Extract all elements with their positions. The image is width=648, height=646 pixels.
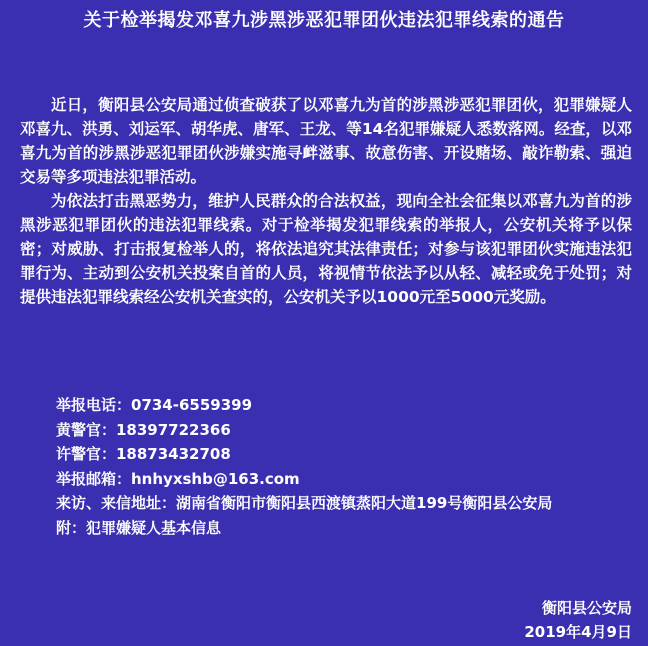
signature-block: [524, 596, 632, 644]
notice-paragraph-1: 近日，衡阳县公安局通过侦查破获了以邓喜九为首的涉黑涉恶犯罪团伙，犯罪嫌疑人邓喜九、洪勇、刘运军、胡华虎、唐军、王龙、等14名犯罪嫌疑人悉数落网。经查，以邓喜九为首的涉黑涉恶犯罪团伙涉嫌实施寻衅滋事、故意伤害、开设赌场、敲诈勒索、强迫交易等多项违法犯罪活动。: [20, 96, 632, 186]
officer-huang-phone: 黄警官：18397722366: [56, 420, 231, 439]
attachment-note: 附：犯罪嫌疑人基本信息: [56, 518, 222, 537]
visit-address: 来访、来信地址：湖南省衡阳市衡阳县西渡镇蒸阳大道199号衡阳县公安局: [56, 494, 553, 512]
report-email: 举报邮箱：hnhyxshb@163.com: [56, 469, 300, 488]
signature-org: 衡阳县公安局: [541, 599, 632, 617]
notice-paragraph-2: 为依法打击黑恶势力，维护人民群众的合法权益，现向全社会征集以邓喜九为首的涉黑涉恶犯罪团伙的违法犯罪线索。对于检举揭发犯罪线索的举报人，公安机关将予以保密；对威胁、打击报复检举人的，将依法追究其法律责任；对参与该犯罪团伙实施违法犯罪行为、主动到公安机关投案自首的人员，将视情节依法予以从轻、减轻或免于处罚；对提供违法犯罪线索经公安机关查实的，公安机关予以1000元至5000元奖励。: [20, 192, 632, 306]
report-phone: 举报电话：0734-6559399: [56, 396, 253, 414]
contact-info: [56, 393, 552, 540]
officer-xu-phone: 许警官：18873432708: [56, 445, 231, 463]
notice-title: 关于检举揭发邓喜九涉黑涉恶犯罪团伙违法犯罪线索的通告: [83, 10, 565, 31]
notice-body: [20, 93, 632, 309]
signature-date: 2019年4月9日: [524, 623, 632, 641]
